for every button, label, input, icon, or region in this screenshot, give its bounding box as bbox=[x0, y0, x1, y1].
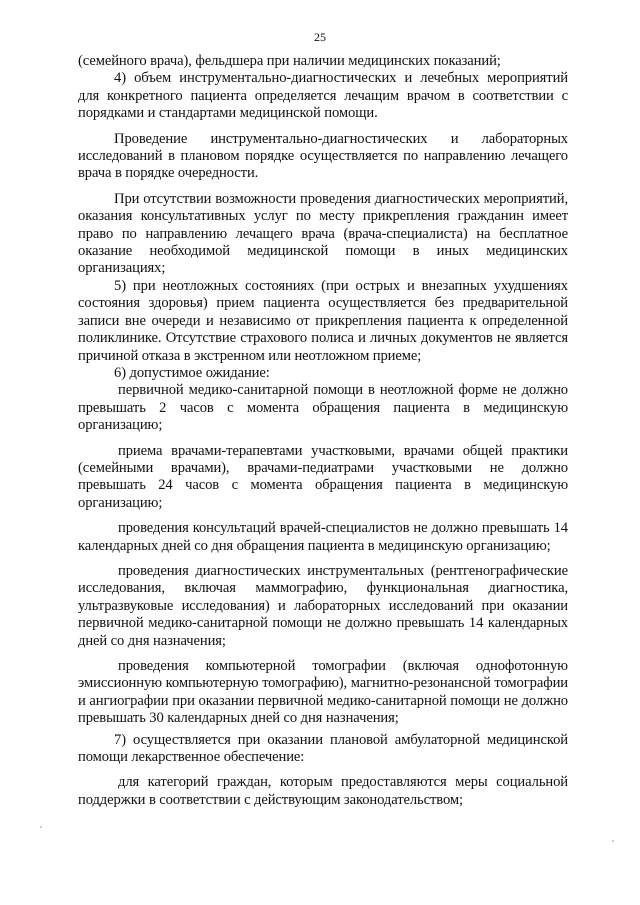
paragraph-no-diagnostics: При отсутствии возможности проведения диагностических мероприятий, оказания консультативных услуг по месту прикрепления гражданин имеет право по направлению лечащего врача (врача-специалиста) на бесплатное оказание необходимой медицинской помощи в иных медицинских организациях; bbox=[78, 190, 568, 277]
scan-speck bbox=[612, 840, 614, 842]
page-number: 25 bbox=[314, 30, 326, 44]
paragraph-continuation: (семейного врача), фельдшера при наличии медицинских показаний; bbox=[78, 53, 501, 69]
paragraph-lab-studies: Проведение инструментально-диагностических и лабораторных исследований в плановом порядке осуществляется по направлению лечащего врача в порядке очередности. bbox=[78, 130, 568, 182]
paragraph-wait-ct-mri: проведения компьютерной томографии (включая однофотонную эмиссионную компьютерную томографию), магнитно-резонансной томографии и ангиографии при оказании первичной медико-санитарной помощи не должно превышать 30 календарных дней со дня назначения; bbox=[78, 658, 568, 727]
paragraph-wait-specialists: проведения консультаций врачей-специалистов не должно превышать 14 календарных дней со дня обращения пациента в медицинскую организацию; bbox=[78, 520, 568, 554]
paragraph-social-support: для категорий граждан, которым предоставляются меры социальной поддержки в соответствии с действующим законодательством; bbox=[78, 774, 568, 808]
scan-speck bbox=[40, 826, 42, 828]
paragraph-item-4: 4) объем инструментально-диагностических и лечебных мероприятий для конкретного пациента определяется лечащим врачом в соответствии с порядками и стандартами медицинской помощи. bbox=[78, 70, 568, 122]
paragraph-item-6: 6) допустимое ожидание: bbox=[114, 364, 270, 381]
paragraph-wait-diagnostics: проведения диагностических инструментальных (рентгенографические исследования, включая маммографию, функциональная диагностика, ультразвуковые исследования) и лабораторных исследований при оказании первичной медико-санитарной помощи не должно превышать 14 календарных дней со дня назначения; bbox=[78, 562, 568, 649]
paragraph-item-7: 7) осуществляется при оказании плановой амбулаторной медицинской помощи лекарственное обеспечение: bbox=[78, 731, 568, 766]
paragraph-wait-therapists: приема врачами-терапевтами участковыми, врачами общей практики (семейными врачами), врачами-педиатрами участковыми не должно превышать 24 часов с момента обращения пациента в медицинскую организацию; bbox=[78, 442, 568, 511]
paragraph-item-5: 5) при неотложных состояниях (при острых и внезапных ухудшениях состояния здоровья) прием пациента осуществляется без предварительной записи вне очереди и независимо от прикрепления пациента к определенной поликлинике. Отсутствие страхового полиса и личных документов не является причиной отказа в экстренном или неотложном приеме; bbox=[78, 277, 568, 364]
document-body bbox=[78, 53, 568, 809]
paragraph-wait-urgent: первичной медико-санитарной помощи в неотложной форме не должно превышать 2 часов с момента обращения пациента в медицинскую организацию; bbox=[78, 382, 568, 434]
